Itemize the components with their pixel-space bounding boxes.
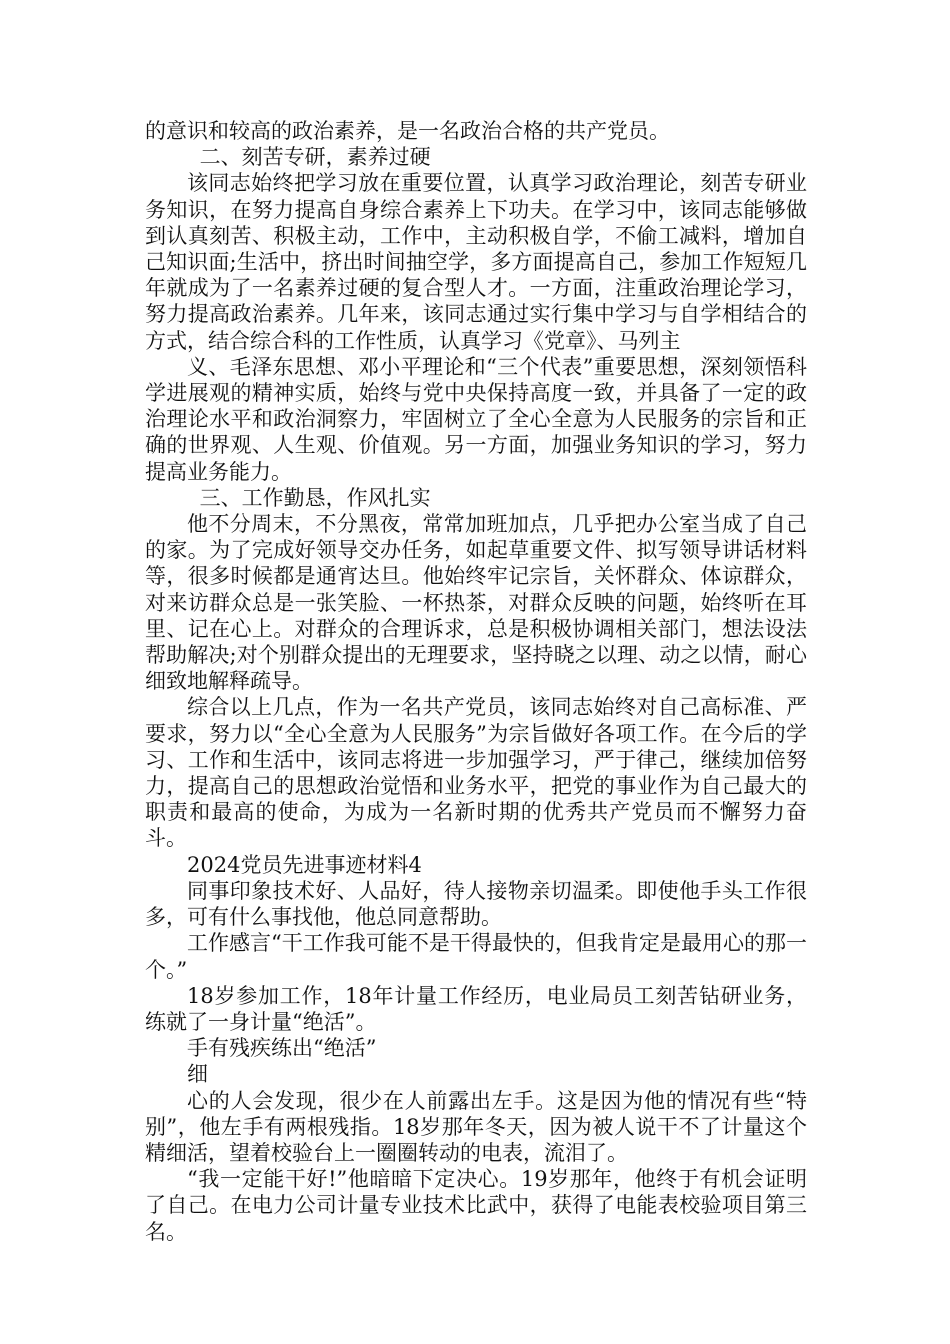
section-heading: 三、工作勤恳，作风扎实: [199, 485, 431, 510]
paragraph: “我一定能干好!”他暗暗下定决心。19岁那年，他终于有机会证明了自己。在电力公司计量专业技术比武中，获得了电能表校验项目第三名。: [145, 1167, 807, 1244]
section-heading: 二、刻苦专研，素养过硬: [199, 145, 431, 170]
article-title: 2024党员先进事迹材料4: [187, 852, 422, 877]
paragraph: 的意识和较高的政治素养，是一名政治合格的共产党员。: [145, 119, 670, 143]
paragraph: 义、毛泽东思想、邓小平理论和“三个代表”重要思想，深刻领悟科学进展观的精神实质，始终与党中央保持高度一致，并具备了一定的政治理论水平和政治洞察力，牢固树立了全心全意为人民服务的宗旨和正确的世界观、人生观、价值观。另一方面，加强业务知识的学习，努力提高业务能力。: [145, 354, 807, 484]
document-body: [145, 118, 807, 1245]
paragraph: 综合以上几点，作为一名共产党员，该同志始终对自己高标准、严要求，努力以“全心全意为人民服务”为宗旨做好各项工作。在今后的学习、工作和生活中，该同志将进一步加强学习，严于律己，继续加倍努力，提高自己的思想政治觉悟和业务水平，把党的事业作为自己最大的职责和最高的使命，为成为一名新时期的优秀共产党员而不懈努力奋斗。: [145, 695, 807, 851]
paragraph: 同事印象技术好、人品好，待人接物亲切温柔。即使他手头工作很多，可有什么事找他，他总同意帮助。: [145, 878, 807, 930]
paragraph: 该同志始终把学习放在重要位置，认真学习政治理论，刻苦专研业务知识，在努力提高自身综合素养上下功夫。在学习中，该同志能够做到认真刻苦、积极主动，工作中，主动积极自学，不偷工减料，增加自己知识面;生活中，挤出时间抽空学，多方面提高自己，参加工作短短几年就成为了一名素养过硬的复合型人才。一方面，注重政治理论学习，努力提高政治素养。几年来，该同志通过实行集中学习与自学相结合的方式，结合综合科的工作性质，认真学习《党章》、马列主: [145, 171, 807, 353]
paragraph: 工作感言“干工作我可能不是干得最快的，但我肯定是最用心的那一个。”: [145, 931, 807, 982]
subheading: 手有残疾练出“绝活”: [187, 1036, 377, 1061]
paragraph: 心的人会发现，很少在人前露出左手。这是因为他的情况有些“特别”，他左手有两根残指。18岁那年冬天，因为被人说干不了计量这个精细活，望着校验台上一圈圈转动的电表，流泪了。: [145, 1088, 807, 1165]
paragraph: 他不分周末，不分黑夜，常常加班加点，几乎把办公室当成了自己的家。为了完成好领导交办任务，如起草重要文件、拟写领导讲话材料等，很多时候都是通宵达旦。他始终牢记宗旨，关怀群众、体谅群众，对来访群众总是一张笑脸、一杯热茶，对群众反映的问题，始终听在耳里、记在心上。对群众的合理诉求，总是积极协调相关部门，想法设法帮助解决;对个别群众提出的无理要求，坚持晓之以理、动之以情，耐心细致地解释疏导。: [145, 512, 807, 694]
paragraph: 18岁参加工作，18年计量工作经历，电业局员工刻苦钻研业务，练就了一身计量“绝活”。: [145, 983, 807, 1034]
paragraph: 细: [187, 1062, 208, 1087]
